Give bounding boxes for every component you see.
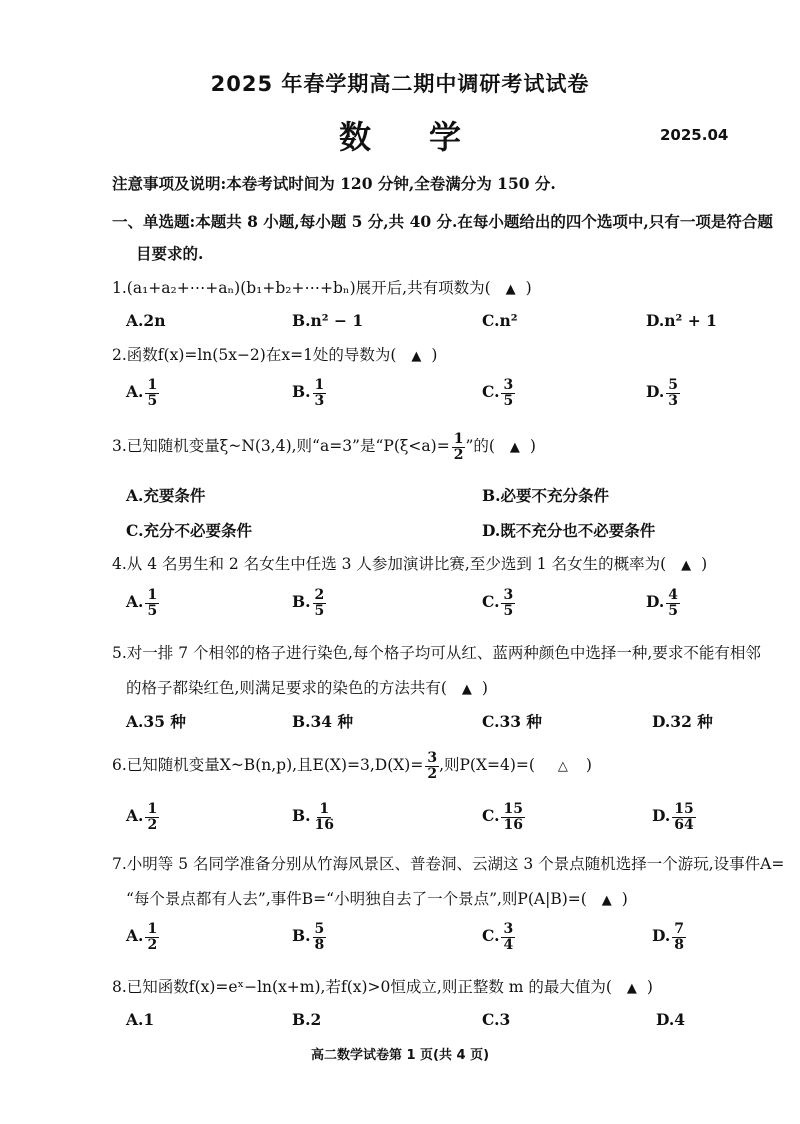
question-7-text: “每个景点都有人去”,事件B=“小明独自去了一个景点”,则P(A|B)=( (126, 890, 587, 908)
question-5-line2: 的格子都染红色,则满足要求的染色的方法共有( ▲ ) (126, 679, 488, 697)
question-3-stem: 3.已知随机变量ξ~N(3,4),则“a=3”是“P(ξ<a)= $\frac{1}{2}$ ”的( ▲ ) (112, 431, 536, 463)
question-6-text-a: 6.已知随机变量X~B(n,p),且E(X)=3,D(X)= (112, 756, 424, 775)
q2-option-a: A. $\frac{1}{5}$ (126, 377, 158, 409)
q5-option-c: C.33 种 (482, 712, 542, 731)
q3-option-b: B.必要不充分条件 (482, 486, 609, 505)
q6-option-a: A. $\frac{1}{2}$ (126, 801, 158, 833)
question-1-stem: 1.(a₁+a₂+⋯+aₙ)(b₁+b₂+⋯+bₙ)展开后,共有项数为( ▲ ) (112, 279, 532, 297)
question-4-text: 4.从 4 名男生和 2 名女生中任选 3 人参加演讲比赛,至少选到 1 名女生的概率为( (112, 555, 667, 573)
question-8-stem: 8.已知函数f(x)=eˣ−ln(x+m),若f(x)>0恒成立,则正整数 m 的最大值为( ▲ ) (112, 978, 653, 996)
answer-mark: ▲ (601, 893, 612, 908)
q2-option-b: B. $\frac{1}{3}$ (292, 377, 325, 409)
q3-option-c: C.充分不必要条件 (126, 521, 252, 540)
answer-mark: ▲ (461, 682, 472, 697)
q4-option-d: D. $\frac{4}{5}$ (646, 587, 679, 619)
question-5-text: 的格子都染红色,则满足要求的染色的方法共有( (126, 679, 447, 697)
q8-option-d: D.4 (656, 1010, 686, 1029)
page-footer: 高二数学试卷第 1 页(共 4 页) (310, 1048, 490, 1063)
question-7-line2: “每个景点都有人去”,事件B=“小明独自去了一个景点”,则P(A|B)=( ▲ ) (126, 890, 628, 908)
exam-date: 2025.04 (660, 126, 729, 144)
q6-option-c: C. $\frac{15}{16}$ (482, 801, 523, 833)
subject-title: 数学 (338, 118, 519, 156)
q1-option-a: A.2n (126, 311, 166, 330)
section-heading-line2: 目要求的. (136, 244, 204, 263)
q3-option-d: D.既不充分也不必要条件 (482, 521, 656, 540)
q7-option-c: C. $\frac{3}{4}$ (482, 921, 514, 953)
q1-option-d: D.n² + 1 (646, 311, 717, 330)
answer-mark: △ (557, 759, 568, 775)
question-1-text: 1.(a₁+a₂+⋯+aₙ)(b₁+b₂+⋯+bₙ)展开后,共有项数为( (112, 279, 491, 297)
q6-option-b: B. $\frac{1}{16}$ (292, 801, 334, 833)
notice: 注意事项及说明:本卷考试时间为 120 分钟,全卷满分为 150 分. (112, 174, 556, 193)
answer-mark: ▲ (681, 558, 692, 573)
question-2-text: 2.函数f(x)=ln(5x−2)在x=1处的导数为( (112, 346, 397, 364)
question-6-text-b: ,则P(X=4)=( (439, 756, 535, 775)
q2-option-c: C. $\frac{3}{5}$ (482, 377, 514, 409)
q6-option-d: D. $\frac{15}{64}$ (652, 801, 694, 833)
question-8-text: 8.已知函数f(x)=eˣ−ln(x+m),若f(x)>0恒成立,则正整数 m 的最大值为( (112, 978, 612, 996)
q8-option-c: C.3 (482, 1010, 511, 1029)
q5-option-a: A.35 种 (126, 712, 186, 731)
q4-option-a: A. $\frac{1}{5}$ (126, 587, 158, 619)
q8-option-b: B.2 (292, 1010, 322, 1029)
section-heading-line1: 一、单选题:本题共 8 小题,每小题 5 分,共 40 分.在每小题给出的四个选项中,只有一项是符合题 (112, 212, 773, 231)
exam-title: 2025 年春学期高二期中调研考试试卷 (210, 72, 590, 96)
q1-option-c: C.n² (482, 311, 518, 330)
q3-option-a: A.充要条件 (126, 486, 206, 505)
answer-mark: ▲ (509, 440, 520, 456)
question-6-stem: 6.已知随机变量X~B(n,p),且E(X)=3,D(X)= $\frac{3}{2}$ ,则P(X=4)=( △ ) (112, 750, 592, 782)
q4-option-c: C. $\frac{3}{5}$ (482, 587, 514, 619)
q1-option-b: B.n² − 1 (292, 311, 364, 330)
q2-option-d: D. $\frac{5}{3}$ (646, 377, 679, 409)
q7-option-d: D. $\frac{7}{8}$ (652, 921, 685, 953)
q5-option-d: D.32 种 (652, 712, 713, 731)
question-2-stem: 2.函数f(x)=ln(5x−2)在x=1处的导数为( ▲ ) (112, 346, 438, 364)
answer-mark: ▲ (626, 981, 637, 996)
question-5-line1: 5.对一排 7 个相邻的格子进行染色,每个格子均可从红、蓝两种颜色中选择一种,要求不能有相邻 (112, 644, 761, 662)
question-3-text-b: ”的( (465, 437, 495, 456)
q7-option-a: A. $\frac{1}{2}$ (126, 921, 158, 953)
answer-mark: ▲ (411, 349, 422, 364)
q8-option-a: A.1 (126, 1010, 155, 1029)
question-4-stem: 4.从 4 名男生和 2 名女生中任选 3 人参加演讲比赛,至少选到 1 名女生的概率为( ▲ ) (112, 555, 708, 573)
q4-option-b: B. $\frac{2}{5}$ (292, 587, 325, 619)
answer-mark: ▲ (505, 282, 516, 297)
question-7-line1: 7.小明等 5 名同学准备分别从竹海风景区、普卷洞、云湖这 3 个景点随机选择一个游玩,设事件A= (112, 855, 785, 873)
q5-option-b: B.34 种 (292, 712, 353, 731)
q7-option-b: B. $\frac{5}{8}$ (292, 921, 325, 953)
question-3-text-a: 3.已知随机变量ξ~N(3,4),则“a=3”是“P(ξ<a)= (112, 437, 450, 456)
